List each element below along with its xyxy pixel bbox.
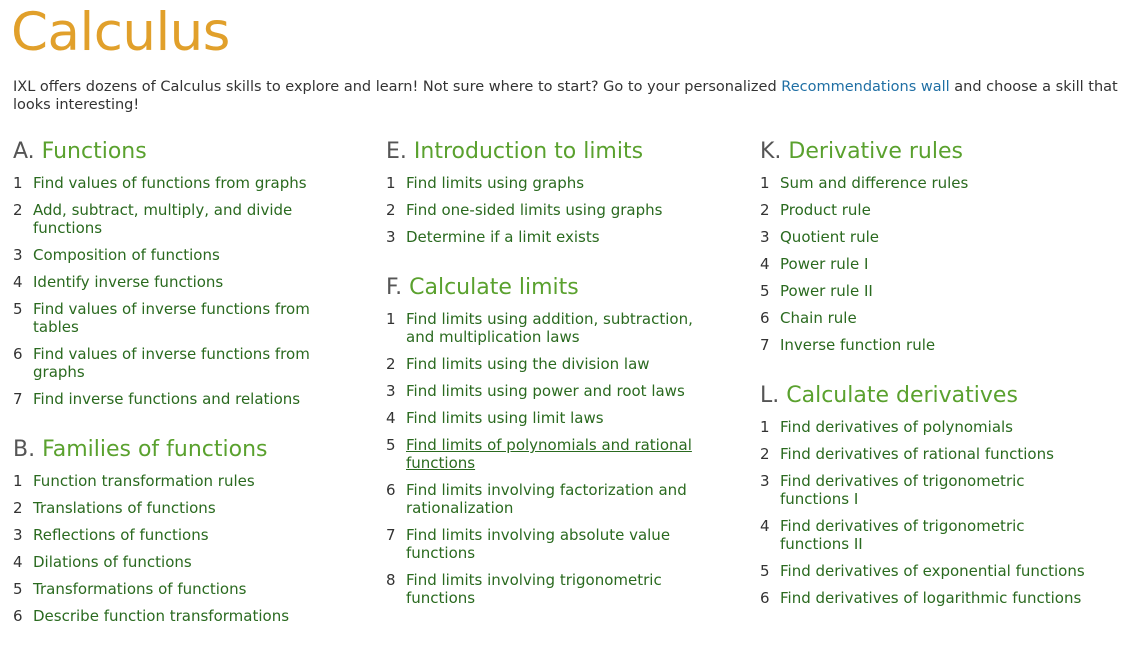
skill-section [386, 138, 716, 246]
skill-item [760, 336, 1090, 354]
section-title[interactable]: Families of functions [42, 437, 268, 462]
skill-item [760, 309, 1090, 327]
skill-link[interactable]: Identify inverse functions [33, 273, 224, 291]
skill-link[interactable]: Find limits using graphs [406, 174, 585, 192]
skill-link[interactable]: Power rule I [780, 255, 869, 273]
skill-number: 6 [13, 345, 23, 363]
skill-list [386, 174, 716, 246]
skill-item [13, 345, 343, 381]
skill-link[interactable]: Find limits involving trigonometric functions [406, 571, 662, 607]
section-title[interactable]: Functions [41, 139, 147, 164]
skill-number: 6 [13, 607, 23, 625]
section-heading[interactable] [386, 274, 716, 302]
skill-number: 3 [760, 228, 770, 246]
skill-section [13, 436, 343, 625]
skill-item [13, 246, 343, 264]
skill-link[interactable]: Find one-sided limits using graphs [406, 201, 663, 219]
skill-number: 6 [760, 589, 770, 607]
skill-item [386, 481, 716, 517]
skill-link[interactable]: Quotient rule [780, 228, 879, 246]
skill-link[interactable]: Find derivatives of rational functions [780, 445, 1054, 463]
skill-number: 2 [13, 201, 23, 219]
skill-number: 3 [386, 382, 396, 400]
section-letter: E. [386, 139, 407, 164]
skill-item [13, 273, 343, 291]
skill-item [386, 382, 716, 400]
skill-link[interactable]: Sum and difference rules [780, 174, 969, 192]
skill-link[interactable]: Find inverse functions and relations [33, 390, 301, 408]
skill-link[interactable]: Transformations of functions [33, 580, 247, 598]
skill-link[interactable]: Find limits using limit laws [406, 409, 604, 427]
section-heading[interactable] [386, 138, 716, 166]
skills-column-2 [386, 138, 716, 616]
skill-link[interactable]: Chain rule [780, 309, 857, 327]
skill-number: 4 [760, 255, 770, 273]
skill-link[interactable]: Find limits of polynomials and rational functions [406, 436, 692, 472]
skill-link[interactable]: Product rule [780, 201, 871, 219]
section-title[interactable]: Introduction to limits [413, 139, 644, 164]
skill-item [760, 562, 1090, 580]
skill-list [386, 310, 716, 607]
skill-number: 4 [13, 553, 23, 571]
skill-item [760, 517, 1090, 553]
skill-item [13, 580, 343, 598]
skill-number: 1 [13, 472, 23, 490]
skill-list [760, 174, 1090, 354]
skill-number: 1 [760, 418, 770, 436]
skill-link[interactable]: Find limits using power and root laws [406, 382, 685, 400]
skill-number: 2 [386, 201, 396, 219]
section-title[interactable]: Calculate limits [409, 275, 579, 300]
skills-column-1 [13, 138, 343, 634]
skill-link[interactable]: Determine if a limit exists [406, 228, 600, 246]
skill-link[interactable]: Power rule II [780, 282, 873, 300]
skill-number: 5 [386, 436, 396, 454]
skill-item [386, 409, 716, 427]
intro-text-after: and choose a skill that looks interesting! [13, 79, 1118, 113]
skill-list [760, 418, 1090, 607]
skill-item [760, 201, 1090, 219]
skill-number: 2 [760, 201, 770, 219]
skill-link[interactable]: Inverse function rule [780, 336, 936, 354]
skill-number: 6 [760, 309, 770, 327]
skill-list [13, 472, 343, 625]
skill-item [13, 174, 343, 192]
skill-item [386, 174, 716, 192]
skill-number: 4 [13, 273, 23, 291]
skill-number: 5 [13, 580, 23, 598]
skill-number: 1 [386, 310, 396, 328]
skill-section [386, 274, 716, 607]
skill-number: 2 [386, 355, 396, 373]
skill-link[interactable]: Find limits involving absolute value functions [406, 526, 671, 562]
skill-link[interactable]: Find limits using the division law [406, 355, 650, 373]
skill-number: 1 [13, 174, 23, 192]
skill-link[interactable]: Dilations of functions [33, 553, 192, 571]
skill-item [760, 589, 1090, 607]
skill-item [760, 228, 1090, 246]
skill-number: 5 [760, 562, 770, 580]
skill-link[interactable]: Translations of functions [33, 499, 216, 517]
skill-item [386, 355, 716, 373]
skill-link[interactable]: Find derivatives of logarithmic functions [780, 589, 1082, 607]
skill-item [760, 255, 1090, 273]
section-title[interactable]: Calculate derivatives [786, 383, 1018, 408]
skill-number: 7 [13, 390, 23, 408]
skill-link[interactable]: Describe function transformations [33, 607, 290, 625]
intro-text-before: IXL offers dozens of Calculus skills to explore and learn! Not sure where to start? Go to your personalized [13, 79, 782, 95]
section-letter: F. [386, 275, 403, 300]
skill-link[interactable]: Add, subtract, multiply, and divide functions [33, 201, 293, 237]
section-letter: K. [760, 139, 782, 164]
skill-link[interactable]: Find limits involving factorization and rationalization [406, 481, 687, 517]
skill-item [386, 310, 716, 346]
skill-number: 3 [760, 472, 770, 490]
skill-number: 4 [386, 409, 396, 427]
recommendations-wall-link[interactable]: Recommendations wall [781, 79, 950, 95]
skill-link[interactable]: Reflections of functions [33, 526, 209, 544]
skill-section [760, 382, 1090, 607]
skill-item [760, 445, 1090, 463]
skill-link[interactable]: Find derivatives of polynomials [780, 418, 1013, 436]
skill-number: 1 [386, 174, 396, 192]
skill-section [13, 138, 343, 408]
section-title[interactable]: Derivative rules [788, 139, 963, 164]
skill-link[interactable]: Find values of functions from graphs [33, 174, 307, 192]
skill-link[interactable]: Function transformation rules [33, 472, 255, 490]
skill-list [13, 174, 343, 408]
skill-item [386, 201, 716, 219]
skill-number: 7 [386, 526, 396, 544]
skill-number: 5 [760, 282, 770, 300]
skill-link[interactable]: Find limits using addition, subtraction, and multiplication laws [406, 310, 693, 346]
section-heading[interactable] [13, 138, 343, 166]
skill-item [13, 607, 343, 625]
section-heading[interactable] [760, 382, 1090, 410]
skill-item [386, 526, 716, 562]
section-letter: L. [760, 383, 780, 408]
skill-number: 3 [13, 526, 23, 544]
skill-link[interactable]: Find derivatives of trigonometric functions II [780, 517, 1025, 553]
skill-item [760, 174, 1090, 192]
skill-item [760, 418, 1090, 436]
skill-item [386, 228, 716, 246]
skill-number: 7 [760, 336, 770, 354]
skill-number: 6 [386, 481, 396, 499]
skill-number: 2 [760, 445, 770, 463]
skill-item [386, 436, 716, 472]
skill-number: 8 [386, 571, 396, 589]
skills-column-3 [760, 138, 1090, 616]
skill-number: 4 [760, 517, 770, 535]
skill-number: 5 [13, 300, 23, 318]
skill-link[interactable]: Composition of functions [33, 246, 220, 264]
skill-item [13, 472, 343, 490]
skill-item [13, 553, 343, 571]
intro-text [13, 78, 1133, 114]
section-letter: A. [13, 139, 35, 164]
section-heading[interactable] [13, 436, 343, 464]
skill-item [13, 499, 343, 517]
skill-link[interactable]: Find derivatives of exponential functions [780, 562, 1085, 580]
skill-item [13, 526, 343, 544]
skill-section [760, 138, 1090, 354]
skill-item [13, 390, 343, 408]
skill-link[interactable]: Find values of inverse functions from tables [33, 300, 310, 336]
section-heading[interactable] [760, 138, 1090, 166]
skill-number: 1 [760, 174, 770, 192]
skill-item [13, 300, 343, 336]
skill-item [13, 201, 343, 237]
skill-item [760, 282, 1090, 300]
page-title: Calculus [11, 2, 230, 63]
skill-number: 3 [386, 228, 396, 246]
skill-number: 2 [13, 499, 23, 517]
skill-link[interactable]: Find derivatives of trigonometric functions I [780, 472, 1025, 508]
skill-link[interactable]: Find values of inverse functions from graphs [33, 345, 310, 381]
skill-number: 3 [13, 246, 23, 264]
skill-item [760, 472, 1090, 508]
section-letter: B. [13, 437, 36, 462]
skill-item [386, 571, 716, 607]
